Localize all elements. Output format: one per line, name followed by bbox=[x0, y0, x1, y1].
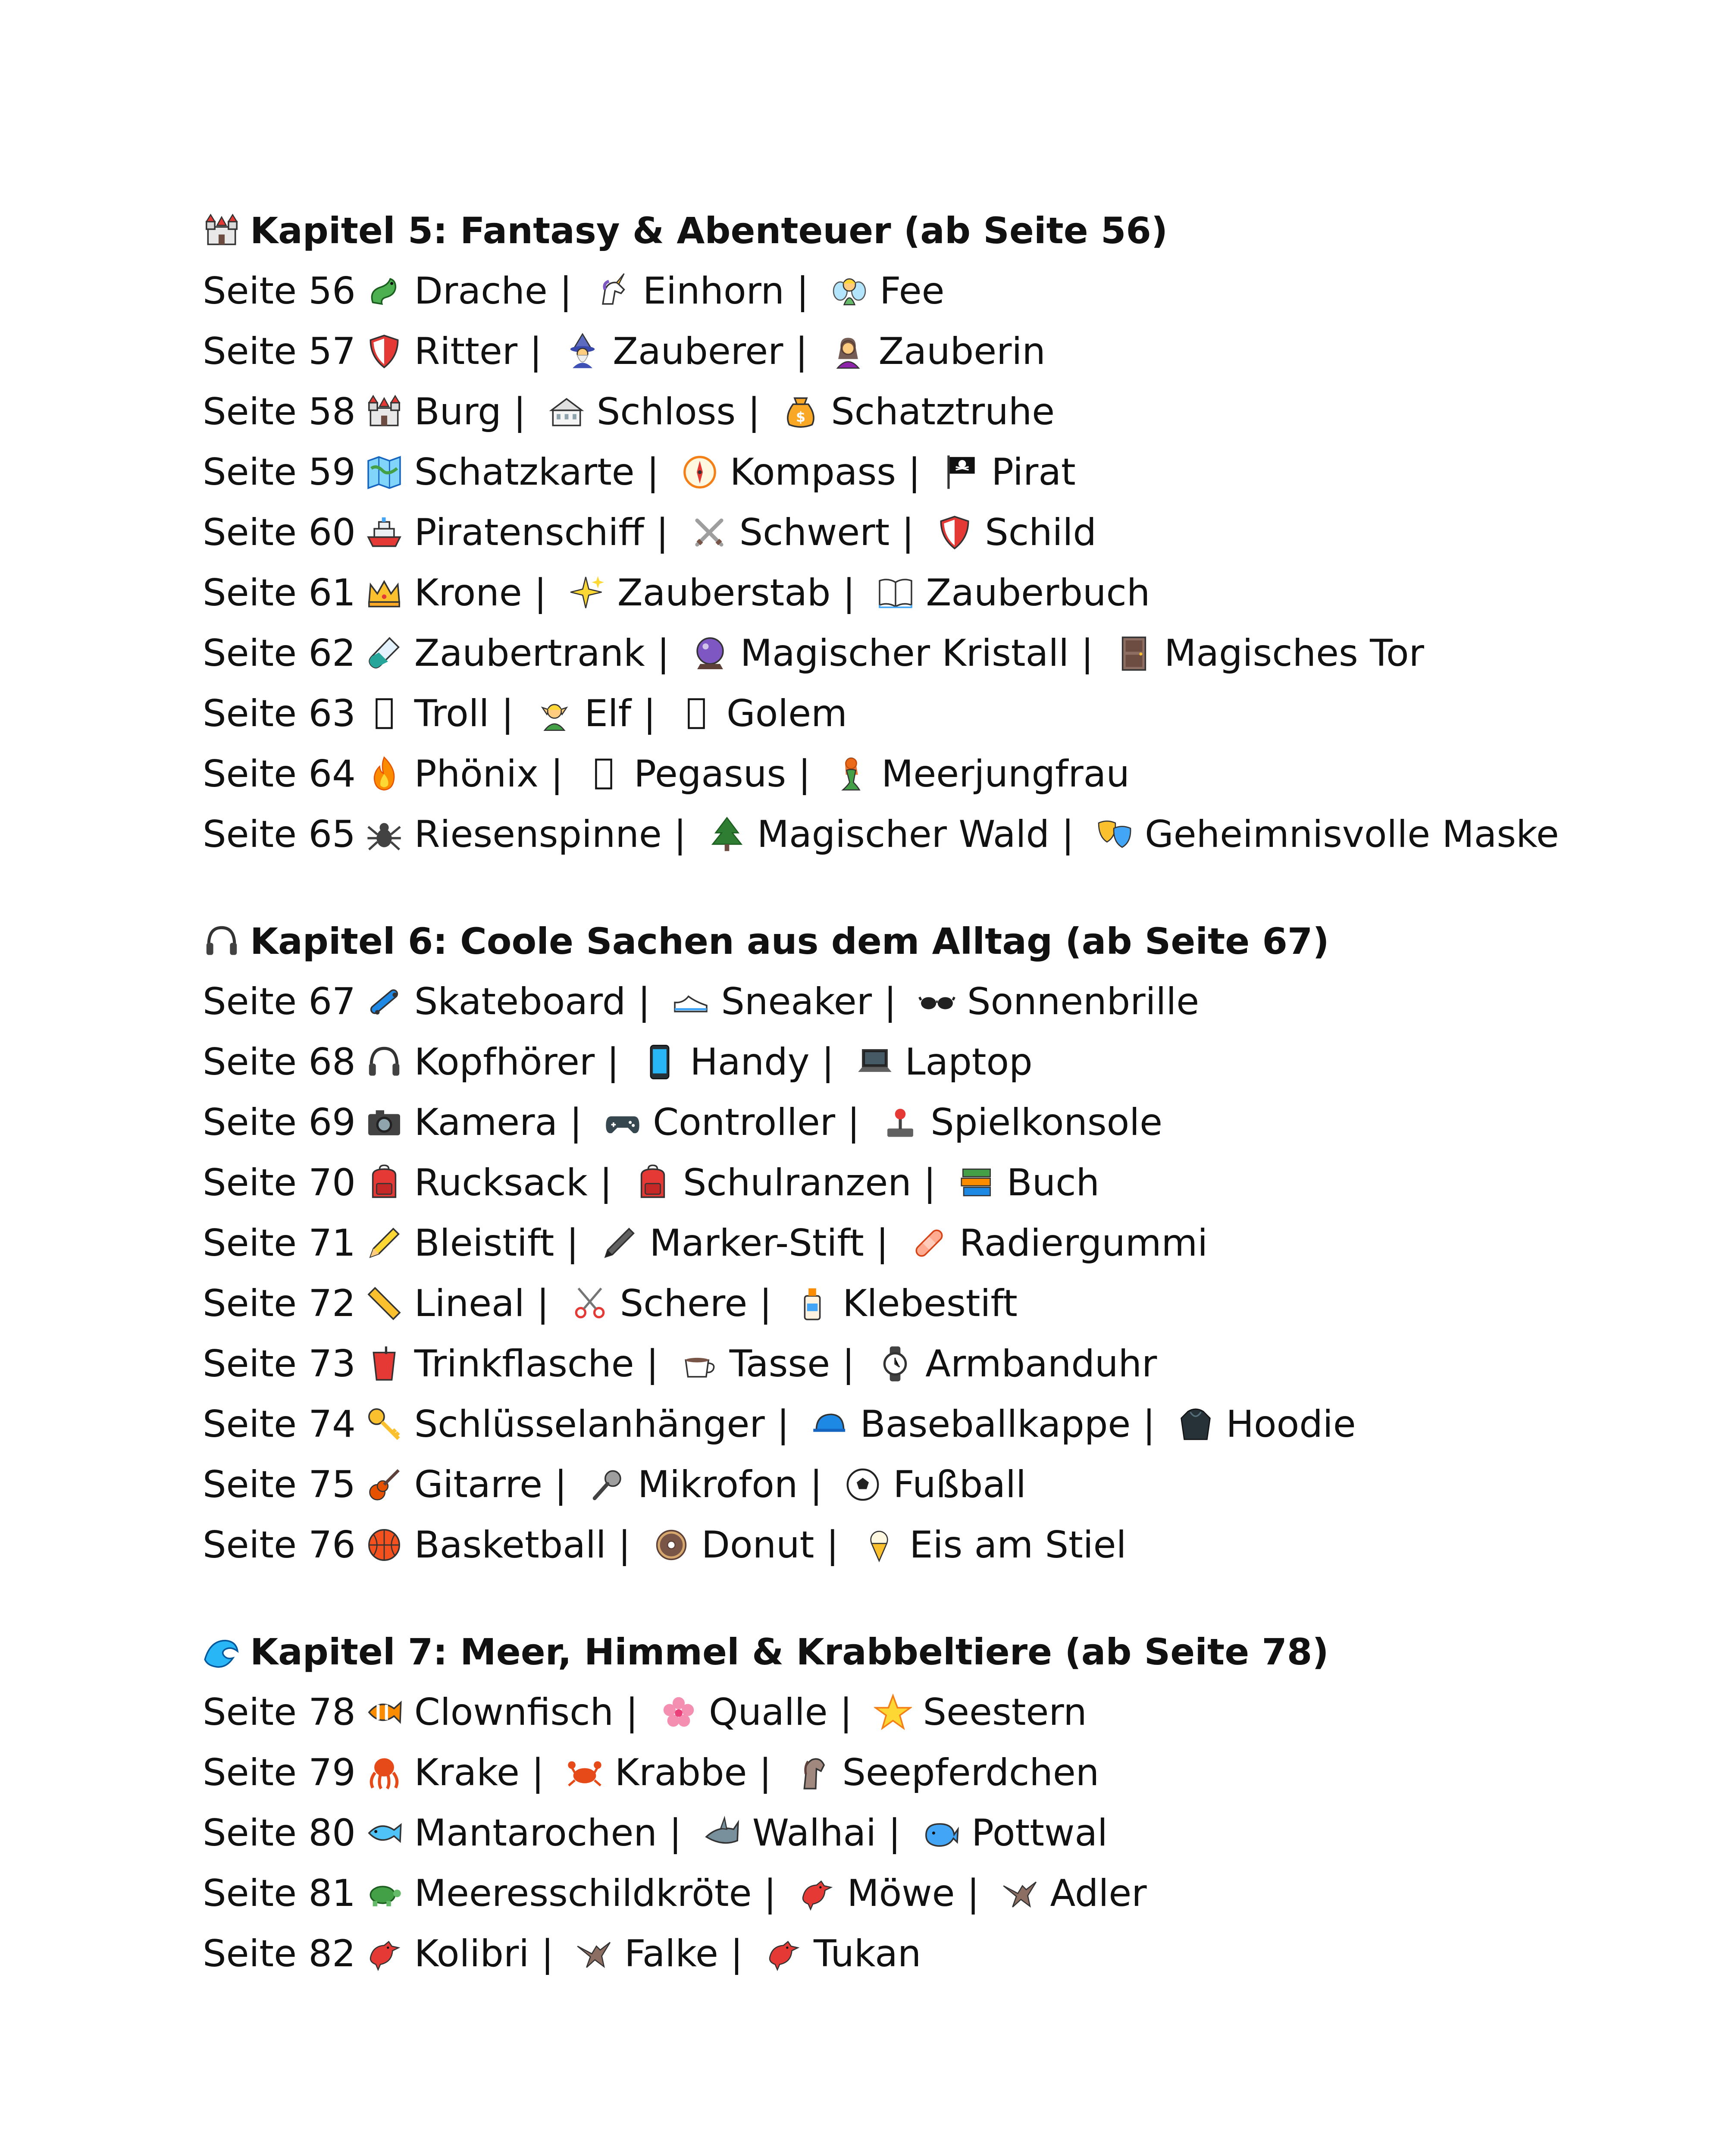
soccer-ball-icon bbox=[844, 1466, 882, 1504]
separator: | bbox=[795, 330, 808, 373]
separator: | bbox=[541, 1932, 554, 1975]
separator: | bbox=[566, 1222, 579, 1265]
item-label: Adler bbox=[1050, 1872, 1147, 1915]
separator: | bbox=[529, 330, 542, 373]
item-label: Gitarre bbox=[414, 1463, 542, 1506]
test-tube-icon bbox=[365, 634, 403, 672]
guitar-icon bbox=[365, 1466, 403, 1504]
item-label: Zauberin bbox=[878, 330, 1046, 373]
item-label: Zauberer bbox=[613, 330, 783, 373]
separator: | bbox=[599, 1161, 612, 1204]
map-icon bbox=[365, 453, 403, 491]
sorceress-icon bbox=[829, 332, 867, 370]
separator: | bbox=[657, 632, 670, 675]
item-label: Meeresschildkröte bbox=[414, 1872, 752, 1915]
phone-icon bbox=[641, 1043, 679, 1081]
list-item bbox=[203, 1682, 1690, 1742]
page-number: Seite 75 bbox=[203, 1463, 356, 1506]
item-label: Pirat bbox=[991, 451, 1076, 494]
item-label: Walhai bbox=[752, 1811, 877, 1855]
item-label: Magischer Wald bbox=[757, 813, 1050, 856]
item-label: Kompass bbox=[730, 451, 896, 494]
item-label: Kopfhörer bbox=[414, 1040, 595, 1084]
list-item bbox=[203, 971, 1690, 1032]
chapter-title: Kapitel 6: Coole Sachen aus dem Alltag (ab Seite 67) bbox=[250, 920, 1329, 962]
spider-icon bbox=[365, 815, 403, 853]
list-item bbox=[203, 744, 1690, 804]
page-number: Seite 69 bbox=[203, 1101, 356, 1144]
page-number: Seite 74 bbox=[203, 1403, 356, 1446]
item-label: Schatztruhe bbox=[831, 390, 1055, 433]
list-item bbox=[203, 1515, 1690, 1575]
page-number: Seite 71 bbox=[203, 1222, 356, 1265]
page-number: Seite 70 bbox=[203, 1161, 356, 1204]
chapter-section bbox=[203, 1622, 1690, 1984]
list-item bbox=[203, 1863, 1690, 1924]
item-label: Mikrofon bbox=[637, 1463, 798, 1506]
crystal-ball-icon bbox=[691, 634, 729, 672]
page-number: Seite 82 bbox=[203, 1932, 356, 1975]
document bbox=[203, 201, 1690, 2031]
item-label: Tukan bbox=[813, 1932, 921, 1975]
ice-cream-icon bbox=[860, 1526, 898, 1564]
key-icon bbox=[365, 1405, 403, 1443]
item-label: Piratenschiff bbox=[414, 511, 644, 554]
separator: | bbox=[826, 1523, 839, 1567]
separator: | bbox=[656, 511, 669, 554]
separator: | bbox=[1143, 1403, 1156, 1446]
separator: | bbox=[669, 1811, 682, 1855]
item-label: Meerjungfrau bbox=[881, 752, 1130, 796]
palace-icon bbox=[548, 393, 586, 431]
list-item bbox=[203, 1924, 1690, 1984]
separator: | bbox=[607, 1040, 620, 1084]
item-label: Falke bbox=[624, 1932, 718, 1975]
chapter-heading bbox=[203, 201, 1690, 261]
door-icon bbox=[1115, 634, 1153, 672]
separator: | bbox=[759, 1751, 772, 1794]
hoodie-icon bbox=[1177, 1405, 1215, 1443]
page-number: Seite 64 bbox=[203, 752, 356, 796]
separator: | bbox=[646, 1342, 659, 1385]
chapter-section bbox=[203, 201, 1690, 865]
separator: | bbox=[513, 390, 526, 433]
compass-icon bbox=[681, 453, 719, 491]
separator: | bbox=[554, 1463, 567, 1506]
item-label: Controller bbox=[653, 1101, 836, 1144]
chapter-heading bbox=[203, 1622, 1690, 1682]
sparkles-icon bbox=[568, 574, 606, 612]
separator: | bbox=[618, 1523, 631, 1567]
open-book-icon bbox=[877, 574, 915, 612]
item-label: Schloss bbox=[596, 390, 736, 433]
tree-icon bbox=[708, 815, 746, 853]
laptop-icon bbox=[856, 1043, 894, 1081]
page-number: Seite 81 bbox=[203, 1872, 356, 1915]
backpack-icon bbox=[365, 1164, 403, 1202]
page-number: Seite 76 bbox=[203, 1523, 356, 1567]
item-label: Kamera bbox=[414, 1101, 558, 1144]
item-label: Golem bbox=[727, 692, 847, 735]
pencil-icon bbox=[365, 1224, 403, 1262]
list-item bbox=[203, 442, 1690, 502]
elf-icon bbox=[536, 695, 573, 733]
item-label: Drache bbox=[414, 270, 548, 313]
bird-icon bbox=[798, 1874, 836, 1912]
crab-icon bbox=[566, 1754, 604, 1792]
item-label: Armbanduhr bbox=[925, 1342, 1157, 1385]
crown-icon bbox=[365, 574, 403, 612]
separator: | bbox=[646, 451, 659, 494]
wave-icon bbox=[203, 1633, 241, 1671]
octopus-icon bbox=[365, 1754, 403, 1792]
separator: | bbox=[884, 980, 897, 1023]
list-item bbox=[203, 1394, 1690, 1454]
turtle-icon bbox=[365, 1874, 403, 1912]
item-label: Trinkflasche bbox=[414, 1342, 634, 1385]
separator: | bbox=[1062, 813, 1074, 856]
list-item bbox=[203, 683, 1690, 744]
page-number: Seite 65 bbox=[203, 813, 356, 856]
item-label: Zaubertrank bbox=[414, 632, 645, 675]
list-item bbox=[203, 261, 1690, 321]
mermaid-icon bbox=[832, 755, 870, 793]
list-item bbox=[203, 804, 1690, 865]
list-item bbox=[203, 623, 1690, 683]
item-label: Schild bbox=[985, 511, 1097, 554]
item-label: Krake bbox=[414, 1751, 520, 1794]
chapter-title: Kapitel 7: Meer, Himmel & Krabbeltiere (ab Seite 78) bbox=[250, 1631, 1329, 1673]
separator: | bbox=[821, 1040, 834, 1084]
separator: | bbox=[1081, 632, 1094, 675]
books-icon bbox=[958, 1164, 996, 1202]
coffee-icon bbox=[680, 1345, 718, 1383]
page-number: Seite 59 bbox=[203, 451, 356, 494]
page-number: Seite 67 bbox=[203, 980, 356, 1023]
whale-icon bbox=[922, 1814, 960, 1852]
item-label: Magisches Tor bbox=[1164, 632, 1425, 675]
cup-icon bbox=[365, 1345, 403, 1383]
page-number: Seite 57 bbox=[203, 330, 356, 373]
item-label: Donut bbox=[701, 1523, 814, 1567]
item-label: Schere bbox=[620, 1282, 748, 1325]
separator: | bbox=[764, 1872, 777, 1915]
separator: | bbox=[501, 692, 514, 735]
horse-icon bbox=[793, 1754, 831, 1792]
item-label: Schwert bbox=[739, 511, 890, 554]
masks-icon bbox=[1096, 815, 1134, 853]
sneaker-icon bbox=[672, 983, 710, 1021]
separator: | bbox=[551, 752, 564, 796]
separator: | bbox=[923, 1161, 936, 1204]
item-label: Fußball bbox=[893, 1463, 1026, 1506]
list-item bbox=[203, 1334, 1690, 1394]
watch-icon bbox=[876, 1345, 914, 1383]
ruler-icon bbox=[365, 1285, 403, 1322]
list-item bbox=[203, 1803, 1690, 1863]
fish-icon bbox=[365, 1814, 403, 1852]
glue-bottle-icon bbox=[793, 1285, 831, 1322]
separator: | bbox=[536, 1282, 549, 1325]
svg-text:$: $ bbox=[796, 409, 806, 425]
blossom-icon bbox=[660, 1693, 698, 1731]
pirate-flag-icon bbox=[942, 453, 980, 491]
headphones-icon bbox=[365, 1043, 403, 1081]
separator: | bbox=[625, 1691, 638, 1734]
page-number: Seite 78 bbox=[203, 1691, 356, 1734]
item-label: Radiergummi bbox=[959, 1222, 1208, 1265]
item-label: Skateboard bbox=[414, 980, 626, 1023]
separator: | bbox=[531, 1751, 544, 1794]
separator: | bbox=[638, 980, 651, 1023]
item-label: Zauberstab bbox=[617, 571, 831, 614]
separator: | bbox=[902, 511, 915, 554]
separator: | bbox=[730, 1932, 743, 1975]
bird-icon bbox=[365, 1935, 403, 1973]
list-item bbox=[203, 1742, 1690, 1803]
item-label: Rucksack bbox=[414, 1161, 588, 1204]
item-label: Burg bbox=[414, 390, 501, 433]
headphones-icon bbox=[203, 922, 241, 960]
separator: | bbox=[876, 1222, 889, 1265]
eagle-icon bbox=[1001, 1874, 1039, 1912]
eagle-icon bbox=[575, 1935, 613, 1973]
castle-icon bbox=[365, 393, 403, 431]
item-label: Kolibri bbox=[414, 1932, 529, 1975]
item-label: Möwe bbox=[847, 1872, 955, 1915]
separator: | bbox=[673, 813, 686, 856]
item-label: Schatzkarte bbox=[414, 451, 635, 494]
shark-icon bbox=[703, 1814, 741, 1852]
chapter-heading bbox=[203, 911, 1690, 971]
list-item bbox=[203, 321, 1690, 382]
item-label: Sneaker bbox=[721, 980, 872, 1023]
item-label: Pottwal bbox=[971, 1811, 1108, 1855]
separator: | bbox=[810, 1463, 823, 1506]
page-number: Seite 61 bbox=[203, 571, 356, 614]
separator: | bbox=[534, 571, 547, 614]
item-label: Krone bbox=[414, 571, 522, 614]
microphone-icon bbox=[589, 1466, 626, 1504]
item-label: Geheimnisvolle Maske bbox=[1145, 813, 1559, 856]
separator: | bbox=[798, 752, 811, 796]
item-label: Eis am Stiel bbox=[909, 1523, 1127, 1567]
dragon-icon bbox=[365, 272, 403, 310]
castle-icon bbox=[203, 212, 241, 250]
separator: | bbox=[796, 270, 809, 313]
cap-icon bbox=[811, 1405, 849, 1443]
page-number: Seite 73 bbox=[203, 1342, 356, 1385]
separator: | bbox=[570, 1101, 583, 1144]
item-label: Seepferdchen bbox=[842, 1751, 1099, 1794]
page-number: Seite 62 bbox=[203, 632, 356, 675]
missing-glyph-icon bbox=[677, 695, 715, 733]
donut-icon bbox=[652, 1526, 690, 1564]
item-label: Baseballkappe bbox=[860, 1403, 1131, 1446]
item-label: Phönix bbox=[414, 752, 539, 796]
skateboard-icon bbox=[365, 983, 403, 1021]
chapter-title: Kapitel 5: Fantasy & Abenteuer (ab Seite 56) bbox=[250, 210, 1168, 252]
separator: | bbox=[839, 1691, 852, 1734]
item-label: Mantarochen bbox=[414, 1811, 657, 1855]
list-item bbox=[203, 382, 1690, 442]
joystick-icon bbox=[881, 1103, 919, 1141]
item-label: Handy bbox=[690, 1040, 810, 1084]
item-label: Pegasus bbox=[634, 752, 786, 796]
item-label: Clownfisch bbox=[414, 1691, 614, 1734]
list-item bbox=[203, 1092, 1690, 1153]
shield-icon bbox=[936, 514, 974, 552]
gamepad-icon bbox=[604, 1103, 642, 1141]
chapter-section bbox=[203, 911, 1690, 1575]
item-label: Hoodie bbox=[1226, 1403, 1356, 1446]
unicorn-icon bbox=[594, 272, 632, 310]
page-number: Seite 79 bbox=[203, 1751, 356, 1794]
item-label: Sonnenbrille bbox=[967, 980, 1200, 1023]
crossed-swords-icon bbox=[690, 514, 728, 552]
shield-icon bbox=[365, 332, 403, 370]
item-label: Tasse bbox=[729, 1342, 830, 1385]
page-number: Seite 60 bbox=[203, 511, 356, 554]
item-label: Klebestift bbox=[843, 1282, 1018, 1325]
separator: | bbox=[908, 451, 921, 494]
list-item bbox=[203, 1213, 1690, 1273]
page-number: Seite 68 bbox=[203, 1040, 356, 1084]
money-bag-icon bbox=[782, 393, 820, 431]
item-label: Laptop bbox=[905, 1040, 1033, 1084]
item-label: Spielkonsole bbox=[930, 1101, 1163, 1144]
item-label: Troll bbox=[414, 692, 489, 735]
missing-glyph-icon bbox=[585, 755, 623, 793]
item-label: Basketball bbox=[414, 1523, 606, 1567]
separator: | bbox=[559, 270, 572, 313]
list-item bbox=[203, 1454, 1690, 1515]
list-item bbox=[203, 502, 1690, 563]
separator: | bbox=[847, 1101, 860, 1144]
ship-icon bbox=[365, 514, 403, 552]
camera-icon bbox=[365, 1103, 403, 1141]
item-label: Seestern bbox=[923, 1691, 1087, 1734]
sunglasses-icon bbox=[918, 983, 956, 1021]
item-label: Qualle bbox=[708, 1691, 828, 1734]
scissors-icon bbox=[571, 1285, 609, 1322]
clownfish-icon bbox=[365, 1693, 403, 1731]
wizard-icon bbox=[564, 332, 601, 370]
item-label: Elf bbox=[584, 692, 632, 735]
item-label: Buch bbox=[1006, 1161, 1100, 1204]
item-label: Magischer Kristall bbox=[740, 632, 1069, 675]
item-label: Bleistift bbox=[414, 1222, 554, 1265]
page-number: Seite 56 bbox=[203, 270, 356, 313]
bandage-icon bbox=[910, 1224, 948, 1262]
item-label: Einhorn bbox=[642, 270, 784, 313]
item-label: Krabbe bbox=[614, 1751, 747, 1794]
separator: | bbox=[777, 1403, 789, 1446]
separator: | bbox=[967, 1872, 980, 1915]
item-label: Lineal bbox=[414, 1282, 525, 1325]
item-label: Marker-Stift bbox=[649, 1222, 864, 1265]
separator: | bbox=[643, 692, 656, 735]
basketball-icon bbox=[365, 1526, 403, 1564]
list-item bbox=[203, 1273, 1690, 1334]
item-label: Ritter bbox=[414, 330, 518, 373]
pen-icon bbox=[600, 1224, 638, 1262]
item-label: Schlüsselanhänger bbox=[414, 1403, 765, 1446]
separator: | bbox=[843, 571, 855, 614]
item-label: Fee bbox=[879, 270, 945, 313]
page-number: Seite 80 bbox=[203, 1811, 356, 1855]
separator: | bbox=[888, 1811, 901, 1855]
item-label: Riesenspinne bbox=[414, 813, 662, 856]
missing-glyph-icon bbox=[365, 695, 403, 733]
separator: | bbox=[748, 390, 761, 433]
fairy-icon bbox=[830, 272, 868, 310]
separator: | bbox=[759, 1282, 772, 1325]
item-label: Schulranzen bbox=[683, 1161, 911, 1204]
backpack-icon bbox=[634, 1164, 672, 1202]
list-item bbox=[203, 1032, 1690, 1092]
bird-icon bbox=[764, 1935, 802, 1973]
item-label: Zauberbuch bbox=[926, 571, 1150, 614]
list-item bbox=[203, 1153, 1690, 1213]
separator: | bbox=[842, 1342, 855, 1385]
page-number: Seite 58 bbox=[203, 390, 356, 433]
page-number: Seite 63 bbox=[203, 692, 356, 735]
star-icon bbox=[874, 1693, 912, 1731]
list-item bbox=[203, 563, 1690, 623]
fire-icon bbox=[365, 755, 403, 793]
page-number: Seite 72 bbox=[203, 1282, 356, 1325]
